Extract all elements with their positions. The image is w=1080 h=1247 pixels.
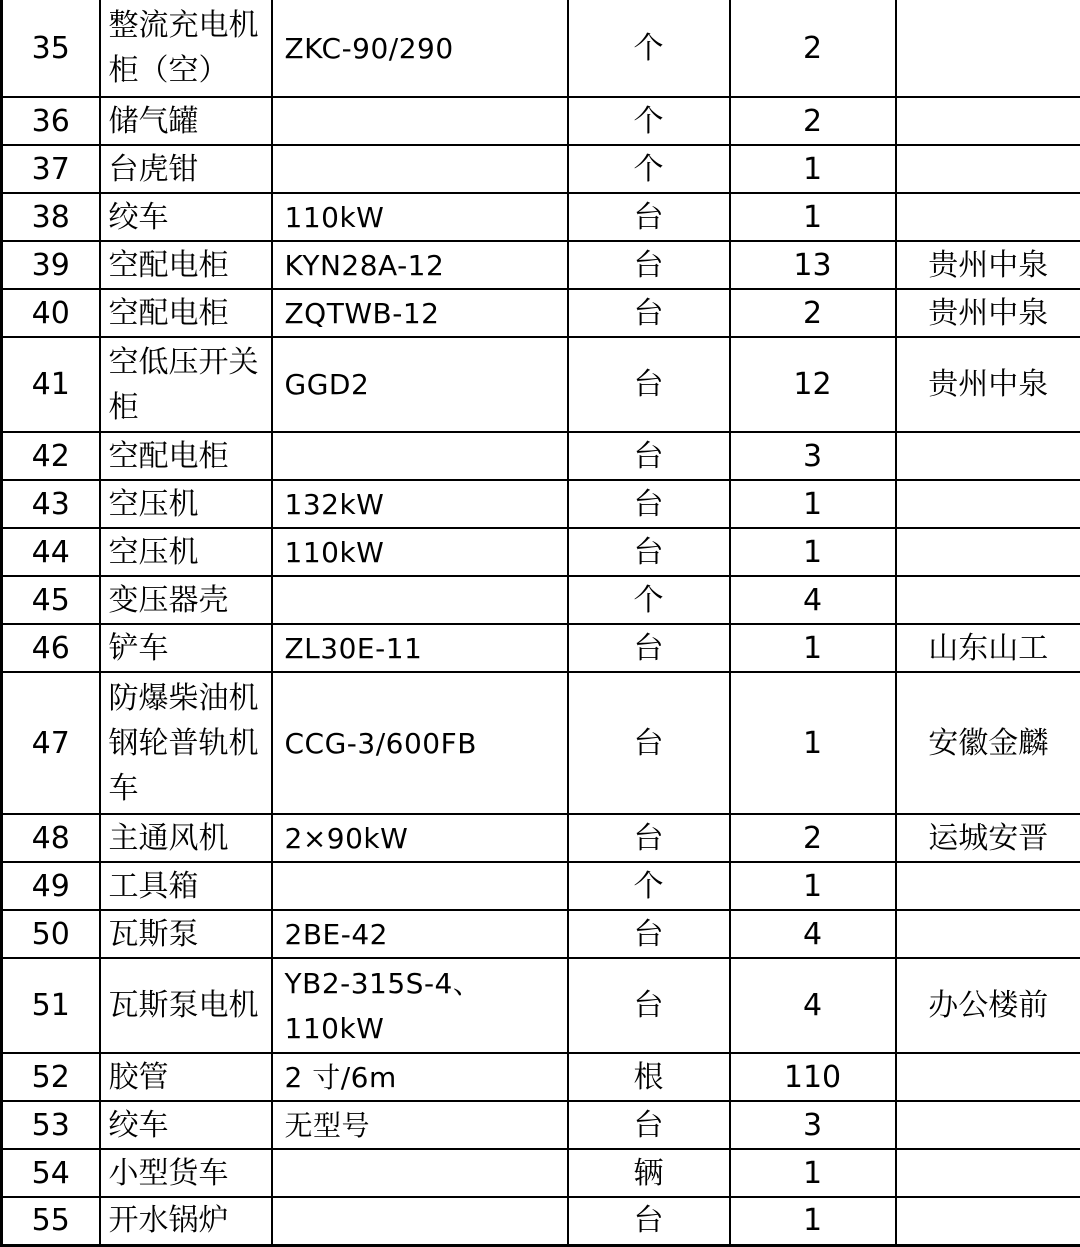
row-number: 36 [2,97,100,145]
item-remark: 贵州中泉 [896,289,1080,337]
item-model [272,97,568,145]
item-remark [896,528,1080,576]
item-name: 瓦斯泵电机 [100,958,272,1053]
item-unit: 个 [568,862,730,910]
item-quantity: 4 [730,910,896,958]
item-remark: 山东山工 [896,624,1080,672]
item-unit: 个 [568,145,730,193]
item-unit: 台 [568,193,730,241]
item-model: 132kW [272,480,568,528]
table-row [2,672,1080,814]
item-unit: 台 [568,958,730,1053]
item-model: ZL30E-11 [272,624,568,672]
item-unit: 台 [568,480,730,528]
item-name: 空压机 [100,528,272,576]
item-unit: 台 [568,1101,730,1149]
table-row [2,145,1080,193]
item-name: 瓦斯泵 [100,910,272,958]
row-number: 54 [2,1149,100,1197]
row-number: 43 [2,480,100,528]
row-number: 47 [2,672,100,814]
item-model: GGD2 [272,337,568,432]
item-unit: 台 [568,910,730,958]
item-name: 变压器壳 [100,576,272,624]
table-row [2,1149,1080,1197]
item-remark: 运城安晋 [896,814,1080,862]
item-quantity: 1 [730,528,896,576]
item-model: ZQTWB-12 [272,289,568,337]
item-remark [896,576,1080,624]
item-quantity: 4 [730,958,896,1053]
item-unit: 台 [568,1197,730,1245]
item-unit: 辆 [568,1149,730,1197]
item-model [272,1197,568,1245]
table-row [2,1053,1080,1101]
item-name: 台虎钳 [100,145,272,193]
item-name: 主通风机 [100,814,272,862]
row-number: 45 [2,576,100,624]
table-row [2,1101,1080,1149]
item-quantity: 2 [730,0,896,97]
item-model [272,432,568,480]
item-unit: 个 [568,0,730,97]
item-name: 绞车 [100,193,272,241]
item-name: 空压机 [100,480,272,528]
item-quantity: 1 [730,193,896,241]
item-model: 2 寸/6m [272,1053,568,1101]
item-name: 空配电柜 [100,241,272,289]
item-name: 空配电柜 [100,289,272,337]
item-remark: 贵州中泉 [896,241,1080,289]
table-row [2,0,1080,97]
item-model [272,576,568,624]
item-quantity: 2 [730,97,896,145]
item-unit: 台 [568,624,730,672]
item-model: 无型号 [272,1101,568,1149]
item-remark: 安徽金麟 [896,672,1080,814]
row-number: 46 [2,624,100,672]
table-row [2,337,1080,432]
row-number: 42 [2,432,100,480]
table-row [2,193,1080,241]
item-remark [896,0,1080,97]
item-unit: 台 [568,289,730,337]
item-quantity: 3 [730,1101,896,1149]
item-quantity: 1 [730,145,896,193]
item-name: 防爆柴油机钢轮普轨机车 [100,672,272,814]
item-quantity: 1 [730,672,896,814]
item-model: 110kW [272,528,568,576]
item-unit: 台 [568,672,730,814]
item-unit: 台 [568,432,730,480]
item-remark [896,432,1080,480]
row-number: 53 [2,1101,100,1149]
item-model [272,862,568,910]
table-row [2,1197,1080,1245]
row-number: 41 [2,337,100,432]
row-number: 48 [2,814,100,862]
item-name: 胶管 [100,1053,272,1101]
table-row [2,480,1080,528]
item-name: 铲车 [100,624,272,672]
item-quantity: 1 [730,624,896,672]
table-row [2,958,1080,1053]
item-model: CCG-3/600FB [272,672,568,814]
row-number: 49 [2,862,100,910]
table-row [2,910,1080,958]
item-remark [896,97,1080,145]
item-quantity: 1 [730,1149,896,1197]
row-number: 51 [2,958,100,1053]
item-remark [896,480,1080,528]
item-unit: 台 [568,241,730,289]
row-number: 52 [2,1053,100,1101]
item-quantity: 1 [730,480,896,528]
item-remark [896,193,1080,241]
item-remark [896,1149,1080,1197]
item-remark: 贵州中泉 [896,337,1080,432]
item-quantity: 2 [730,289,896,337]
item-model: ZKC-90/290 [272,0,568,97]
item-remark [896,1101,1080,1149]
item-name: 整流充电机柜（空） [100,0,272,97]
item-unit: 台 [568,814,730,862]
item-remark [896,1197,1080,1245]
row-number: 40 [2,289,100,337]
row-number: 37 [2,145,100,193]
row-number: 38 [2,193,100,241]
table-row [2,528,1080,576]
item-quantity: 4 [730,576,896,624]
table-row [2,432,1080,480]
row-number: 39 [2,241,100,289]
item-name: 空低压开关柜 [100,337,272,432]
item-remark [896,1053,1080,1101]
item-model: YB2-315S-4、110kW [272,958,568,1053]
table-body [2,0,1080,1245]
item-model: 2×90kW [272,814,568,862]
table-row [2,576,1080,624]
row-number: 44 [2,528,100,576]
item-name: 开水锅炉 [100,1197,272,1245]
row-number: 55 [2,1197,100,1245]
item-name: 空配电柜 [100,432,272,480]
item-model: 110kW [272,193,568,241]
item-model [272,145,568,193]
item-name: 储气罐 [100,97,272,145]
item-quantity: 13 [730,241,896,289]
item-unit: 个 [568,97,730,145]
item-model: KYN28A-12 [272,241,568,289]
item-remark: 办公楼前 [896,958,1080,1053]
item-remark [896,862,1080,910]
item-remark [896,910,1080,958]
item-unit: 根 [568,1053,730,1101]
item-remark [896,145,1080,193]
table-row [2,624,1080,672]
table-row [2,289,1080,337]
item-quantity: 2 [730,814,896,862]
item-unit: 台 [568,337,730,432]
table-row [2,814,1080,862]
table-row [2,97,1080,145]
item-quantity: 1 [730,1197,896,1245]
item-model [272,1149,568,1197]
row-number: 50 [2,910,100,958]
item-name: 绞车 [100,1101,272,1149]
row-number: 35 [2,0,100,97]
item-quantity: 12 [730,337,896,432]
item-name: 小型货车 [100,1149,272,1197]
item-name: 工具箱 [100,862,272,910]
table-row [2,241,1080,289]
item-quantity: 1 [730,862,896,910]
item-model: 2BE-42 [272,910,568,958]
table-row [2,862,1080,910]
item-unit: 台 [568,528,730,576]
item-quantity: 3 [730,432,896,480]
item-unit: 个 [568,576,730,624]
item-quantity: 110 [730,1053,896,1101]
